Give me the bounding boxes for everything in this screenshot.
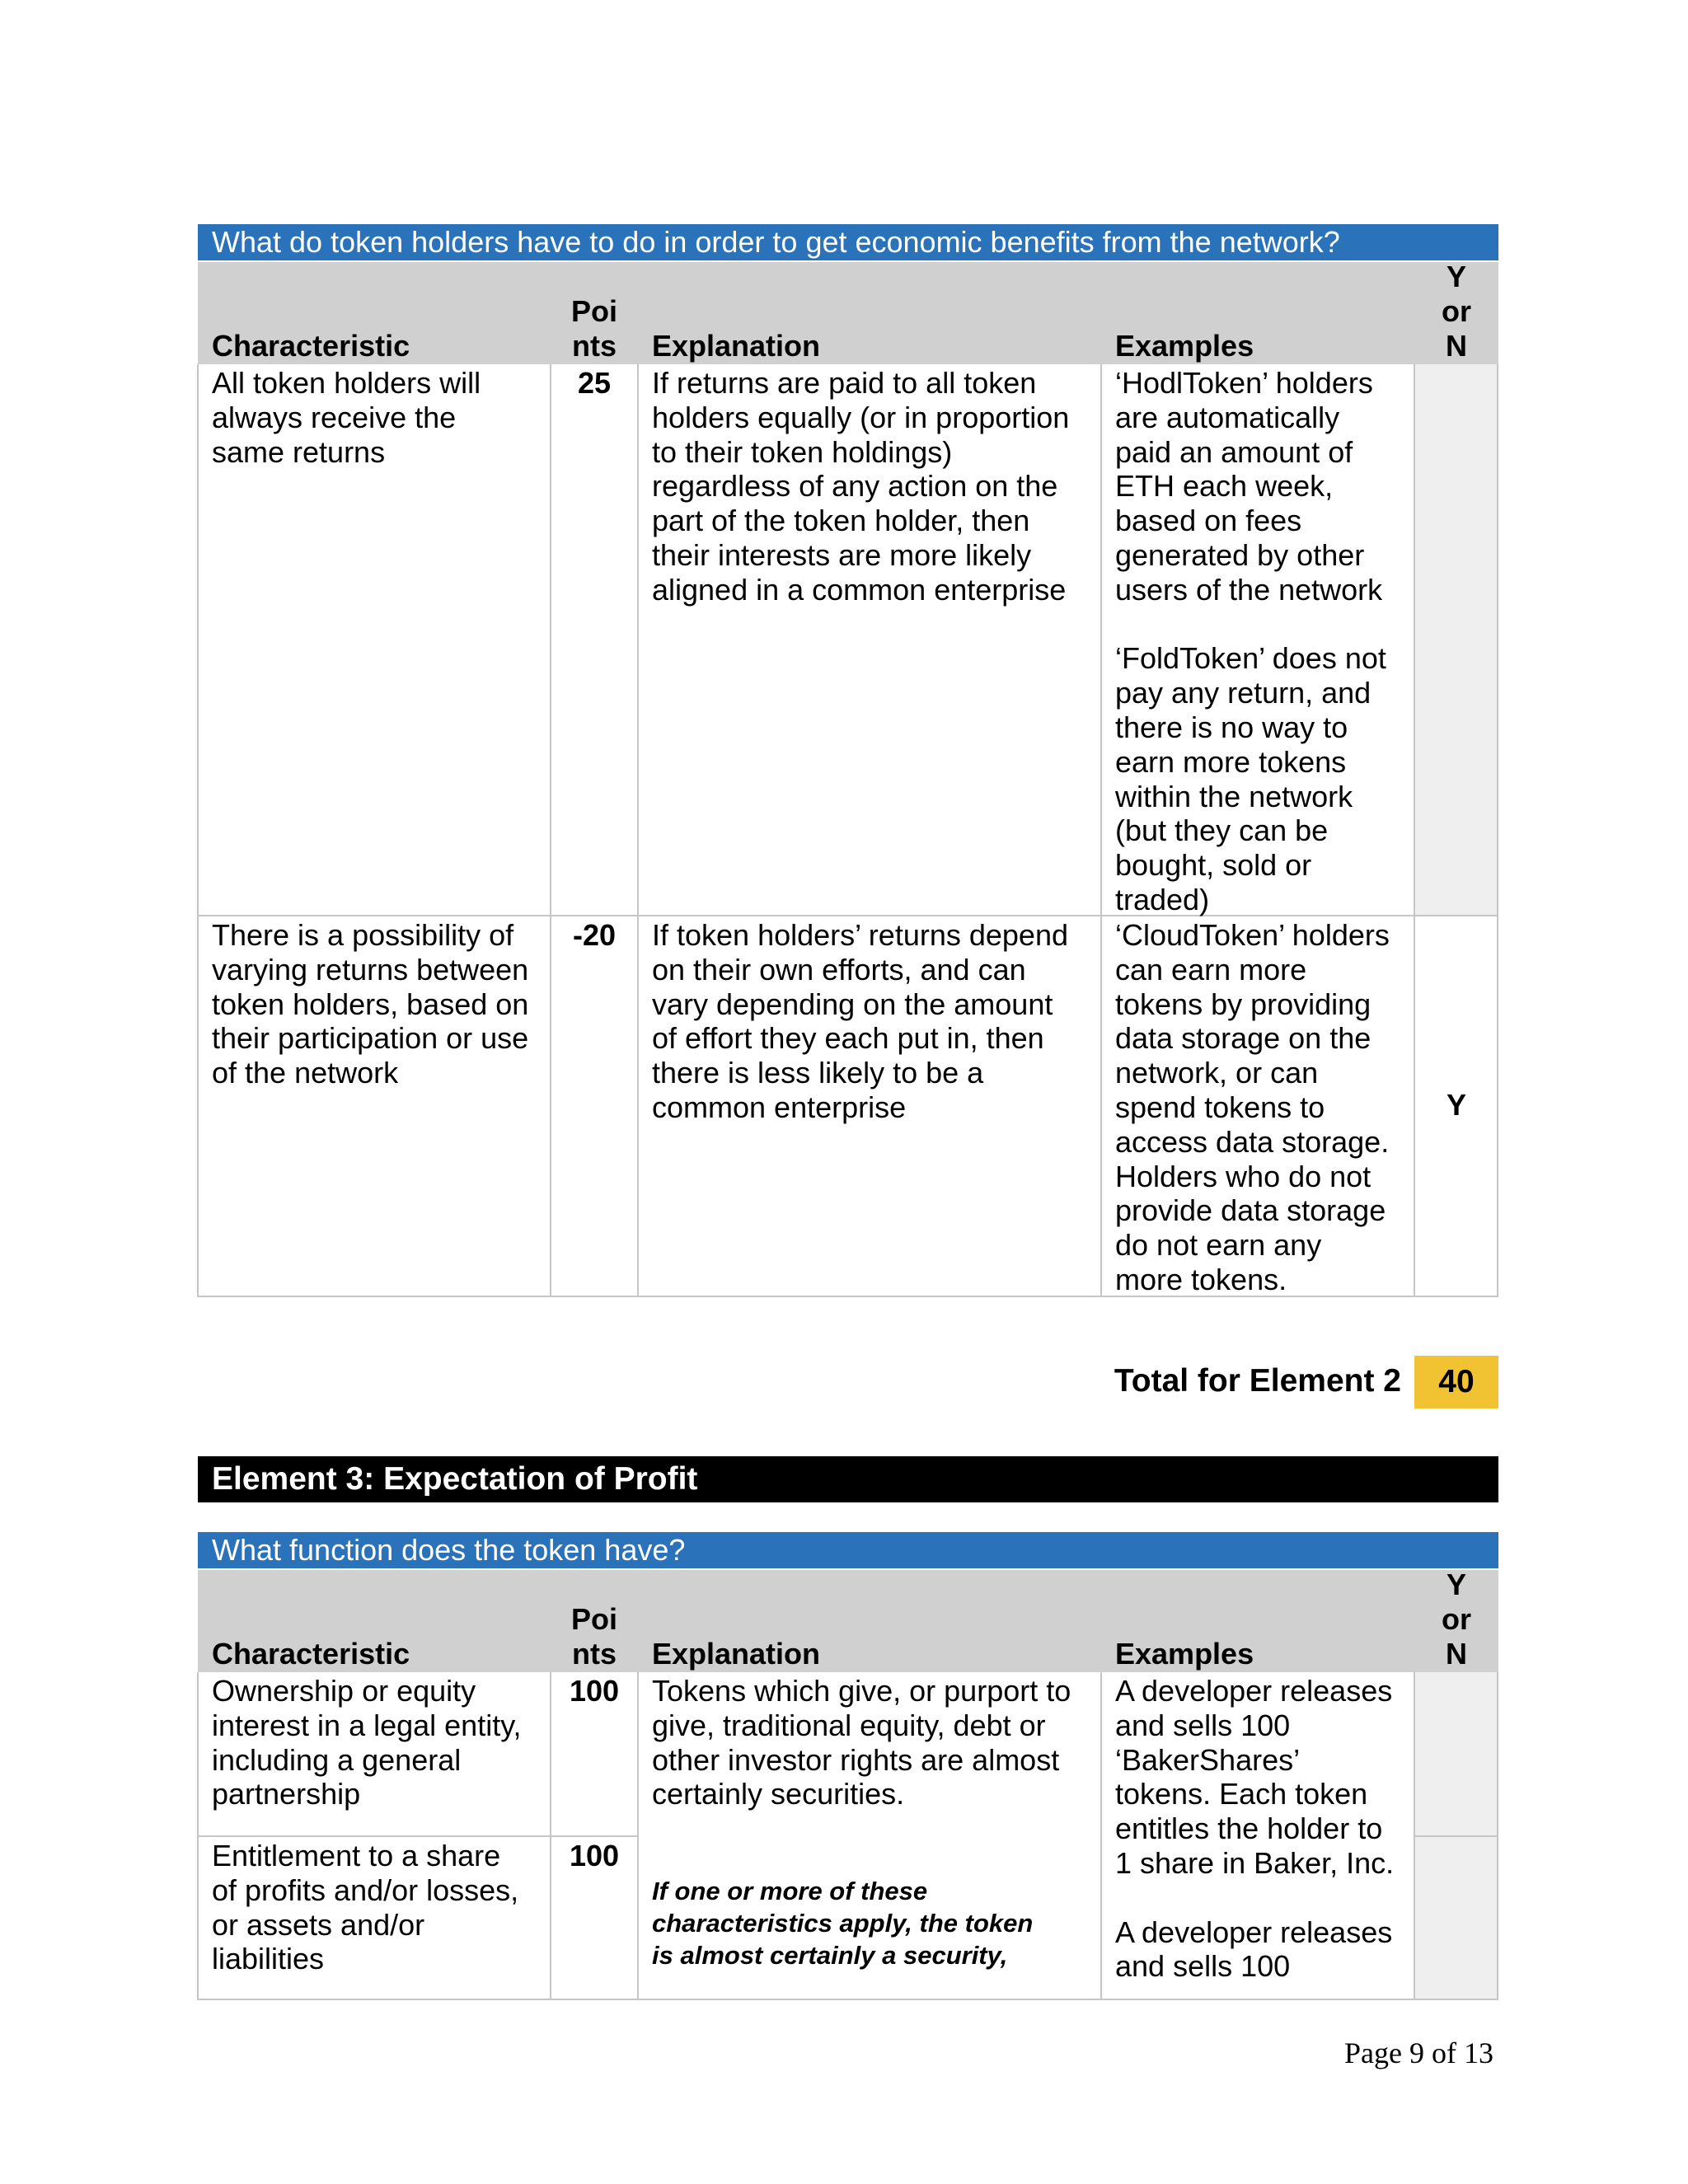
yn-cell-row1[interactable]	[1414, 1672, 1498, 1835]
column-divider	[1100, 1672, 1102, 2000]
element-3-heading: Element 3: Expectation of Profit	[198, 1456, 1498, 1502]
section-title-economic-benefits: What do token holders have to do in order to get economic benefits from the network?	[198, 224, 1498, 260]
characteristic-cell: There is a possibility of varying returns between token holders, based on their participation or use of the network	[212, 918, 529, 1090]
table-border	[197, 1999, 1498, 2000]
security-note: If one or more of these characteristics apply, the token is almost certainly a security,	[652, 1877, 1034, 1970]
row-divider	[1414, 1835, 1498, 1837]
header-explanation: Explanation	[652, 329, 821, 363]
row-divider	[197, 1835, 551, 1837]
header-characteristic: Characteristic	[212, 329, 410, 363]
table-border	[197, 364, 199, 1297]
explanation-cell: If token holders’ returns depend on their own efforts, and can vary depending on the amount of effort they each put in, then there is less likely to be a common enterprise	[652, 918, 1068, 1124]
characteristic-cell: Ownership or equity interest in a legal entity, including a general partnership	[212, 1674, 522, 1811]
header-examples: Examples	[1115, 1637, 1254, 1671]
table-border	[1497, 364, 1498, 1297]
points-value: -20	[572, 918, 617, 952]
header-y-or-n: Y or N	[1442, 260, 1471, 363]
points-value: 100	[569, 1674, 620, 1708]
section-title-token-function: What function does the token have?	[198, 1532, 1498, 1568]
examples-cell: ‘HodlToken’ holders are automatically paid an amount of ETH each week, based on fees generated by other users of the network ‘FoldToken’ does not pay any return, and there is no way to earn more tokens within the network (but they can be bought, sold or traded)	[1115, 366, 1386, 916]
characteristic-cell: All token holders will always receive the same returns	[212, 366, 481, 469]
explanation-cell: Tokens which give, or purport to give, traditional equity, debt or other investor rights are almost certainly securities.	[652, 1674, 1071, 1811]
column-divider	[550, 364, 551, 1297]
examples-cell: A developer releases and sells 100 ‘BakerShares’ tokens. Each token entitles the holder to 1 share in Baker, Inc. A developer releases and sells 100	[1115, 1674, 1395, 1984]
total-label: Total for Element 2	[1114, 1363, 1401, 1399]
total-score: 40	[1414, 1356, 1498, 1408]
header-characteristic: Characteristic	[212, 1637, 410, 1671]
header-y-or-n: Y or N	[1442, 1568, 1471, 1671]
characteristic-cell: Entitlement to a share of profits and/or losses, or assets and/or liabilities	[212, 1839, 519, 1976]
yn-answer: Y	[1446, 1088, 1466, 1122]
header-explanation: Explanation	[652, 1637, 821, 1671]
yn-cell-row1[interactable]	[1414, 364, 1498, 916]
header-points: Poi nts	[570, 1602, 617, 1671]
column-divider	[1414, 364, 1415, 1297]
yn-cell-row2[interactable]	[1414, 1837, 1498, 1999]
header-points: Poi nts	[570, 294, 617, 363]
header-examples: Examples	[1115, 329, 1254, 363]
points-value: 100	[569, 1839, 620, 1872]
column-divider	[637, 364, 639, 1297]
points-value: 25	[577, 366, 612, 400]
page-number: Page 9 of 13	[1344, 2036, 1493, 2069]
row-divider	[550, 1835, 639, 1837]
column-divider	[1100, 364, 1102, 1297]
examples-cell: ‘CloudToken’ holders can earn more tokens by providing data storage on the network, or can spend tokens to access data storage. Holders who do not provide data storage do not earn any more tokens.	[1115, 918, 1390, 1296]
explanation-cell: If returns are paid to all token holders equally (or in proportion to their token holdings) regardless of any action on the part of the token holder, then their interests are more likely aligned in a common enterprise	[652, 366, 1070, 607]
